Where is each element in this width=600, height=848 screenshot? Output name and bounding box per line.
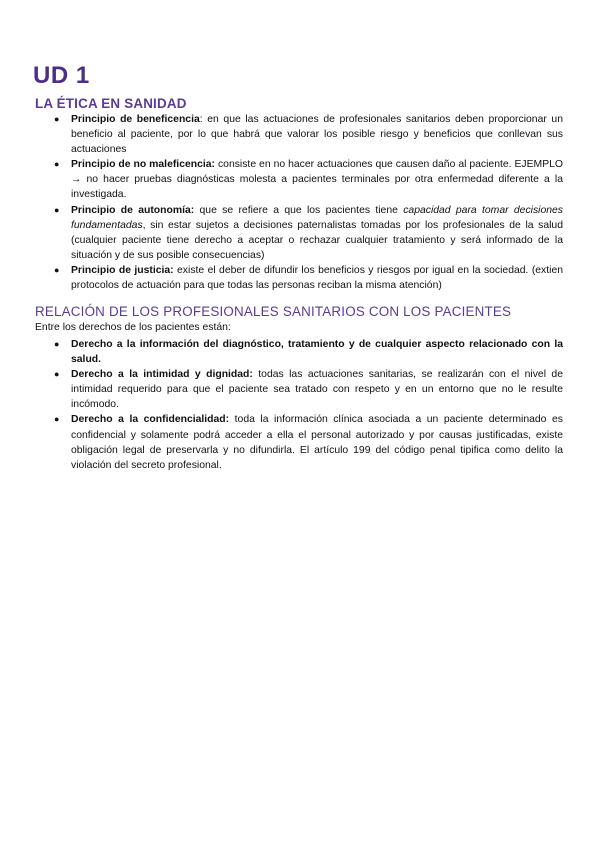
item-text: : en que las actuaciones de profesionales sanitarios deben proporcionar un beneficio al paciente, por lo que habrá que valorar los posible riesgo y beneficios que conllevan sus actuaciones bbox=[71, 114, 563, 156]
bullet-icon: ● bbox=[54, 159, 60, 170]
item-label: Derecho a la intimidad y dignidad: bbox=[71, 369, 253, 381]
list-item bbox=[35, 112, 563, 157]
bullet-icon: ● bbox=[54, 114, 60, 124]
section-intro: Entre los derechos de los pacientes están: bbox=[35, 322, 231, 333]
item-text: toda la información clínica asociada a un paciente determinado es confidencial y solamente podrá acceder a ella el personal autorizado y por causas justificadas, existe obligación legal de preservarla y no difundirla. El artículo 199 del código penal tipifica como delito la violación del secreto profesional. bbox=[71, 414, 563, 471]
item-label: Principio de autonomía: bbox=[71, 204, 195, 216]
item-label: Derecho a la información del diagnóstico, tratamiento y de cualquier aspecto relacionado con la salud. bbox=[71, 339, 563, 366]
item-text: , sin estar sujetos a decisiones paternalistas tomadas por los profesionales de la salud (cualquier paciente tiene derecho a aceptar o rechazar cualquier tratamiento y será informado de la situación y de sus posible consecuencias) bbox=[71, 219, 563, 261]
item-label: Principio de justicia: bbox=[71, 264, 174, 276]
bullet-icon: ● bbox=[54, 264, 60, 275]
item-text: que se refiere a que los pacientes tiene bbox=[194, 204, 404, 216]
item-label: Derecho a la confidencialidad: bbox=[71, 414, 230, 426]
item-text-italic: capacidad para tomar decisiones fundamentadas bbox=[71, 204, 563, 231]
list-item bbox=[35, 203, 563, 263]
bullet-icon: ● bbox=[54, 369, 60, 380]
bullet-icon: ● bbox=[54, 204, 60, 215]
list-item bbox=[35, 157, 563, 202]
item-label: Principio de no maleficencia: bbox=[71, 159, 216, 171]
list-item bbox=[35, 412, 563, 472]
list-item bbox=[35, 263, 563, 293]
list-item bbox=[35, 337, 563, 367]
ethics-principles-list bbox=[35, 112, 563, 293]
unit-title: UD 1 bbox=[33, 62, 90, 89]
item-text: todas las actuaciones sanitarias, se realizarán con el nivel de intimidad requerido para que el paciente sea tratado con respeto y en un entorno que no le resulte incómodo. bbox=[71, 369, 563, 411]
patient-rights-list bbox=[35, 337, 563, 473]
item-text: consiste en no hacer actuaciones que causen daño al paciente. EJEMPLO → no hacer pruebas diagnósticas molesta a pacientes terminales por otra enfermedad diferente a la investigada. bbox=[71, 159, 564, 201]
list-item bbox=[35, 367, 563, 412]
item-text: existe el deber de difundir los beneficios y riesgos por igual en la sociedad. (extien protocolos de actuación para que todas las personas reciban la misma atención) bbox=[71, 264, 563, 292]
item-label: Principio de beneficencia bbox=[71, 114, 200, 125]
section-heading-etica: LA ÉTICA EN SANIDAD bbox=[35, 96, 187, 111]
bullet-icon: ● bbox=[54, 414, 60, 425]
section-heading-relacion: RELACIÓN DE LOS PROFESIONALES SANITARIOS CON LOS PACIENTES bbox=[35, 304, 512, 319]
bullet-icon: ● bbox=[54, 339, 60, 349]
